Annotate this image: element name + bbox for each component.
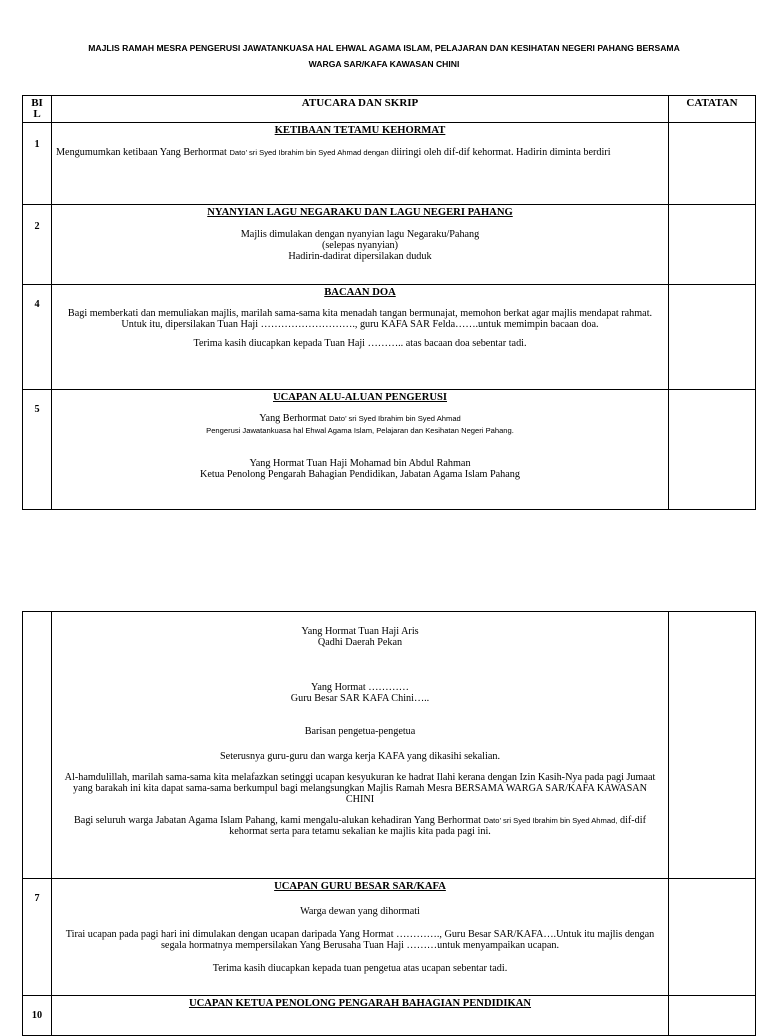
row-notes	[669, 879, 756, 996]
row-notes	[669, 612, 756, 879]
row-text: Terima kasih diucapkan kepada tuan pengetua atas ucapan sebentar tadi.	[212, 963, 508, 974]
row-number: 10	[23, 996, 52, 1036]
table-row	[23, 879, 756, 996]
row-content	[52, 205, 669, 285]
row-content	[52, 996, 669, 1036]
row-content	[52, 879, 669, 996]
section-title: BACAAN DOA	[324, 287, 396, 298]
row-text: Yang Berhormat Dato’ sri Syed Ibrahim bin Syed Ahmad	[259, 413, 461, 424]
header-line-1: MAJLIS RAMAH MESRA PENGERUSI JAWATANKUASA HAL EHWAL AGAMA ISLAM, PELAJARAN DAN KESIHATAN NEGERI PAHANG BERSAMA	[88, 43, 680, 53]
row-content	[52, 285, 669, 390]
table-row	[23, 612, 756, 879]
document-header	[40, 40, 728, 72]
row-text: Mengumumkan ketibaan Yang Berhormat Dato’ sri Syed Ibrahim bin Syed Ahmad dengan diiringi oleh dif-dif kehormat. Hadirin diminta berdiri	[56, 147, 611, 158]
header-catatan: CATATAN	[669, 96, 756, 123]
row-text: Warga dewan yang dihormati	[300, 906, 420, 917]
row-text: Bagi memberkati dan memuliakan majlis, marilah sama-sama kita menadah tangan bermunajat, memohon berkat agar majlis mendapat rahmat. Untuk itu, dipersilakan Tuan Haji ………………………., guru KAFA SAR Felda…….untuk memimpin bacaan doa.	[67, 308, 653, 330]
row-notes	[669, 285, 756, 390]
row-text: Tirai ucapan pada pagi hari ini dimulakan dengan ucapan daripada Yang Hormat …………., Guru Besar SAR/KAFA….Untuk itu majlis dengan segala hormatnya mempersilakan Yang Berusaha Tuan Haji ………untuk menyampaikan ucapan.	[65, 929, 655, 951]
section-title: UCAPAN ALU-ALUAN PENGERUSI	[272, 392, 448, 403]
row-text: Pengerusi Jawatankuasa hal Ehwal Agama Islam, Pelajaran dan Kesihatan Negeri Pahang.	[206, 426, 514, 435]
row-notes	[669, 205, 756, 285]
section-title: KETIBAAN TETAMU KEHORMAT	[274, 125, 446, 136]
table-row	[23, 123, 756, 205]
row-notes	[669, 996, 756, 1036]
row-number: 2	[23, 205, 52, 285]
row-notes	[669, 123, 756, 205]
table-row	[23, 996, 756, 1036]
row-number: 7	[23, 879, 52, 996]
table-row	[23, 390, 756, 510]
row-text: (selepas nyanyian)	[321, 240, 399, 251]
header-line-2: WARGA SAR/KAFA KAWASAN CHINI	[308, 59, 460, 69]
row-number: 4	[23, 285, 52, 390]
row-text: Guru Besar SAR KAFA Chini…..	[290, 693, 430, 704]
table-row	[23, 285, 756, 390]
row-text: Yang Hormat …………	[310, 682, 409, 693]
row-text: Qadhi Daerah Pekan	[317, 637, 403, 648]
row-content	[52, 123, 669, 205]
header-atucara: ATUCARA DAN SKRIP	[52, 96, 669, 123]
section-title: UCAPAN GURU BESAR SAR/KAFA	[274, 881, 446, 892]
row-text: Ketua Penolong Pengarah Bahagian Pendidikan, Jabatan Agama Islam Pahang	[200, 469, 520, 480]
row-text: Al-hamdulillah, marilah sama-sama kita melafazkan setinggi ucapan kesyukuran ke hadrat Ilahi kerana dengan Izin Kasih-Nya pada pagi Jumaat yang barakah ini kita dapat sama-sama berkumpul bagi melangsungkan Majlis Ramah Mesra BERSAMA WARGA SAR/KAFA KAWASAN CHINI	[64, 772, 656, 805]
row-text: Terima kasih diucapkan kepada Tuan Haji ……….. atas bacaan doa sebentar tadi.	[193, 338, 527, 349]
row-text: Yang Hormat Tuan Haji Aris	[301, 626, 419, 637]
section-title: UCAPAN KETUA PENOLONG PENGARAH BAHAGIAN PENDIDIKAN	[188, 998, 532, 1009]
row-text: Hadirin-dadirat dipersilakan duduk	[288, 251, 432, 262]
row-text: Bagi seluruh warga Jabatan Agama Islam Pahang, kami mengalu-alukan kehadiran Yang Berhormat Dato’ sri Syed Ibrahim bin Syed Ahmad, dif-dif kehormat serta para tetamu sekalian ke majlis kita pada pagi ini.	[74, 815, 646, 837]
program-table-page-2	[22, 611, 756, 1036]
table-row	[23, 205, 756, 285]
row-text: Majlis dimulakan dengan nyanyian lagu Negaraku/Pahang	[240, 229, 480, 240]
row-text: Yang Hormat Tuan Haji Mohamad bin Abdul Rahman	[249, 458, 471, 469]
table-header-row	[23, 96, 756, 123]
header-bil: BIL	[23, 96, 52, 123]
row-number: 5	[23, 390, 52, 510]
row-content	[52, 390, 669, 510]
row-text: Barisan pengetua-pengetua	[304, 726, 416, 737]
program-table-page-1	[22, 95, 756, 510]
row-number	[23, 612, 52, 879]
row-notes	[669, 390, 756, 510]
section-title: NYANYIAN LAGU NEGARAKU DAN LAGU NEGERI PAHANG	[207, 207, 513, 218]
row-content	[52, 612, 669, 879]
row-text: Seterusnya guru-guru dan warga kerja KAFA yang dikasihi sekalian.	[220, 751, 500, 762]
row-number: 1	[23, 123, 52, 205]
